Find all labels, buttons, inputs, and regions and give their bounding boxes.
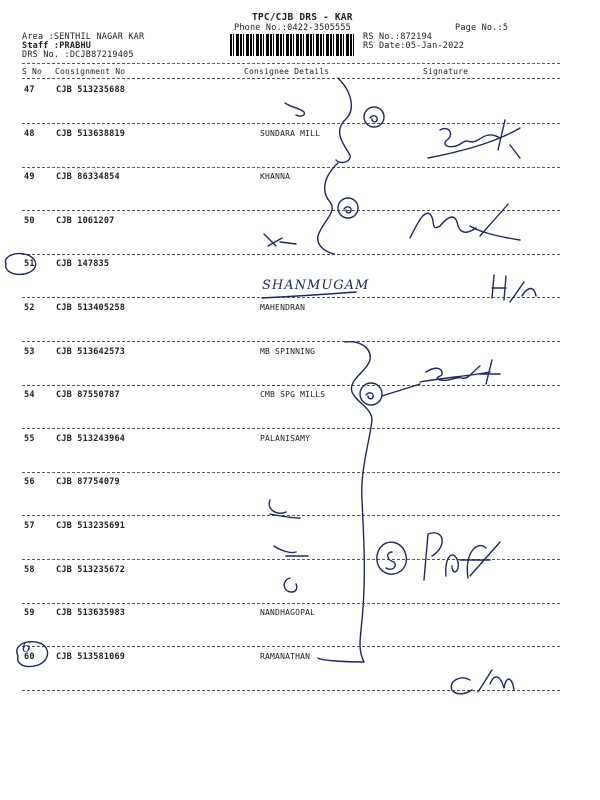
col-sno: S No: [22, 67, 43, 76]
row-consignment-no: CJB 86334854: [56, 172, 120, 183]
row-consignment-no: CJB 87550787: [56, 390, 120, 401]
row-consignment-no: CJB 513235672: [56, 564, 126, 575]
area-field: Area :SENTHIL NAGAR KAR: [22, 32, 145, 42]
signature-mark: [424, 533, 500, 580]
document-title: TPC/CJB DRS - KAR: [252, 12, 353, 23]
row-consignment-no: CJB 1061207: [56, 215, 115, 226]
row-sno: 59: [24, 608, 35, 619]
row-sno: 56: [24, 477, 35, 488]
row-sno: 48: [24, 128, 35, 139]
row-consignment-no: CJB 513235688: [56, 85, 126, 95]
row-consignment-no: CJB 513243964: [56, 433, 126, 444]
drs-number: DRS No. :DCJB87219405: [22, 50, 134, 60]
circled-row-number: [5, 254, 35, 275]
handwritten-cross: [264, 234, 296, 246]
row-consignee: NANDHAGOPAL: [260, 608, 316, 618]
row-consignee: MB SPINNING: [260, 346, 316, 356]
staff-field: Staff :PRABHU: [22, 41, 92, 51]
row-consignee: MAHENDRAN: [260, 303, 306, 312]
row-sno: 53: [24, 346, 35, 357]
circled-mark: [377, 542, 407, 574]
circled-mark: [360, 383, 382, 405]
circled-number-6: 6: [22, 640, 31, 656]
row-consignment-no: CJB 513638819: [56, 128, 126, 139]
row-sno: 58: [24, 564, 35, 575]
row-consignment-no: CJB 513235691: [56, 521, 126, 531]
row-sno: 51: [24, 259, 35, 270]
row-consignee: CMB SPG MILLS: [260, 390, 326, 400]
phone-number: Phone No.:0422-3505555: [234, 23, 351, 33]
col-signature: Signature: [423, 67, 469, 76]
row-sno: 54: [24, 390, 35, 401]
row-consignee: KHANNA: [260, 172, 291, 182]
handwritten-shanmugam: SHANMUGAM: [262, 278, 370, 293]
row-consignee: PALANISAMY: [260, 433, 311, 443]
row-sno: 47: [24, 85, 35, 95]
handwritten-cn: [451, 670, 514, 694]
row-consignment-no: CJB 513642573: [56, 346, 126, 357]
signature-mark: [428, 120, 520, 158]
row-sno: 52: [24, 303, 35, 313]
row-consignment-no: CJB 147835: [56, 259, 110, 270]
page-number: Page No.:5: [455, 23, 509, 33]
signature-mark: [410, 204, 520, 240]
signature-mark: [420, 360, 500, 384]
handwritten-mark: [269, 500, 300, 518]
row-sno: 55: [24, 433, 35, 444]
rs-number: RS No.:872194: [363, 32, 433, 42]
row-sno: 49: [24, 172, 35, 183]
handwritten-bracket: [318, 163, 338, 254]
rs-date: RS Date:05-Jan-2022: [363, 41, 465, 51]
row-consignment-no: CJB 513581069: [56, 651, 126, 662]
circled-mark: [338, 198, 358, 218]
col-consignment: Consignment No: [55, 67, 126, 76]
handwritten-tick: [285, 103, 304, 116]
handwritten-bracket: [318, 342, 372, 662]
circled-mark: [364, 107, 384, 127]
row-consignment-no: CJB 513635983: [56, 608, 126, 619]
col-consignee: Consignee Details: [244, 67, 330, 76]
row-consignment-no: CJB 87754079: [56, 477, 120, 488]
handwritten-arrow: [382, 384, 420, 396]
handwritten-mark: [274, 546, 308, 556]
row-sno: 57: [24, 521, 35, 531]
row-consignee: RAMANATHAN: [260, 651, 311, 661]
handwritten-mark: [284, 578, 297, 592]
row-sno: 50: [24, 215, 35, 226]
handwritten-bracket: [336, 78, 351, 162]
row-consignee: SUNDARA MILL: [260, 128, 321, 138]
row-sno: 60: [24, 651, 35, 662]
handwritten-hn: [492, 275, 536, 302]
row-consignment-no: CJB 513405258: [56, 303, 126, 313]
